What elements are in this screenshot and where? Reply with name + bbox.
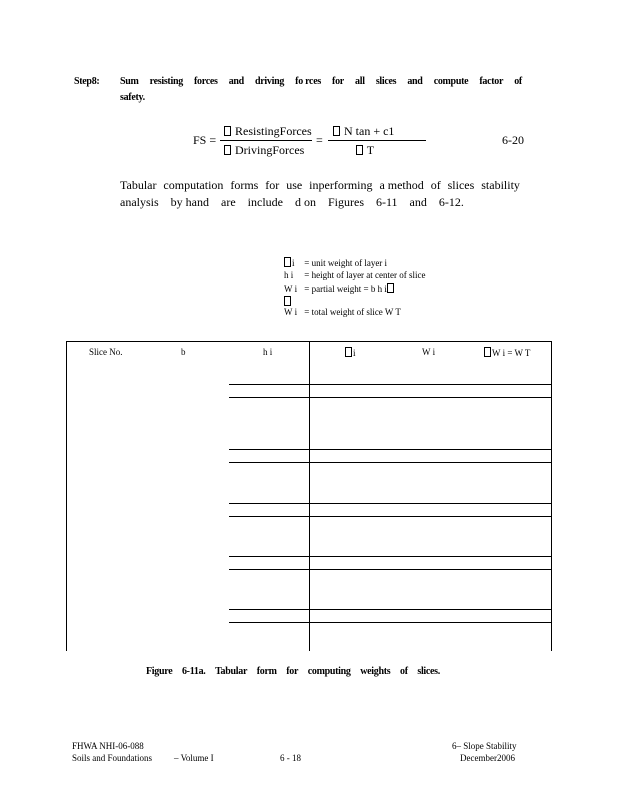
gamma-symbol-icon: [345, 347, 352, 357]
legend-symbol: [284, 257, 300, 268]
para-word: inperforming: [309, 178, 373, 192]
step-text-line2: safety.: [120, 92, 145, 103]
caption-word: 6-11a.: [181, 666, 206, 677]
table-row-line: [229, 622, 551, 623]
sum-symbol-icon: [224, 126, 231, 136]
caption-word: Figure: [146, 666, 173, 677]
step-word: slices: [375, 76, 397, 87]
slice-weight-table: [66, 341, 552, 651]
para-word: Figures: [327, 195, 364, 209]
legend-definition: = height of layer at center of slice: [304, 270, 426, 280]
equation-numerator-1-text: ResistingForces: [235, 124, 312, 138]
legend-definition: = partial weight = b h i: [304, 284, 387, 294]
para-word: slices: [447, 178, 475, 192]
table-row-line: [229, 569, 551, 570]
para-word: of: [430, 178, 441, 192]
caption-word: form: [256, 666, 277, 677]
para-word: and: [409, 195, 427, 209]
para-word: for: [265, 178, 280, 192]
legend-definition: = unit weight of layer i: [304, 258, 388, 268]
legend-row: [284, 257, 387, 268]
table-header-gamma-text: i: [353, 348, 356, 358]
equation-denominator-2: [356, 143, 374, 158]
legend-row: [284, 270, 426, 280]
footer-date: December2006: [460, 753, 515, 763]
table-row-line: [229, 503, 551, 504]
table-header-gamma: [345, 347, 356, 358]
legend-symbol-text: W i: [284, 307, 298, 317]
para-word: are: [221, 195, 236, 209]
paragraph-line1: [120, 178, 520, 193]
equation-denominator-1: [224, 143, 304, 158]
footer-publication-id: FHWA NHI-06-088: [72, 741, 144, 751]
equation-number: 6-20: [502, 133, 524, 147]
para-word: stability: [481, 178, 520, 192]
step-label: Step8:: [74, 76, 100, 87]
equation-numerator-1: [224, 124, 312, 139]
table-row-line: [229, 397, 551, 398]
step-word: driving: [255, 76, 285, 87]
table-header-slice-no: Slice No.: [89, 347, 123, 357]
equation-equals: =: [316, 133, 323, 147]
sum-symbol-icon: [484, 347, 491, 357]
legend-symbol: [284, 296, 300, 317]
table-row-line: [229, 384, 551, 385]
step-word: forces: [194, 76, 218, 87]
para-word: forms: [230, 178, 259, 192]
table-row-line: [229, 462, 551, 463]
equation-numerator-2-text: N tan + c1: [344, 124, 395, 138]
para-word: analysis: [120, 195, 159, 209]
equation-numerator-2: [333, 124, 394, 139]
caption-word: for: [286, 666, 299, 677]
step-word: factor: [479, 76, 504, 87]
para-word: by hand: [170, 195, 209, 209]
para-word: 6-11: [375, 195, 398, 209]
paragraph-line2: [120, 195, 520, 210]
table-header-w: W i: [422, 347, 436, 357]
legend-definition: = total weight of slice W T: [304, 307, 401, 317]
fraction-bar-2: [328, 140, 426, 141]
para-word: 6-12.: [438, 195, 464, 209]
table-header-h: h i: [263, 347, 273, 357]
figure-caption: [146, 666, 440, 677]
legend-symbol: W i: [284, 284, 298, 294]
para-word: use: [286, 178, 303, 192]
step-word: of: [514, 76, 522, 87]
caption-word: of: [400, 666, 408, 677]
step-word: fo rces: [295, 76, 321, 87]
column-divider: [309, 342, 310, 651]
step-text-line1: [120, 76, 522, 87]
equation-denominator-1-text: DrivingForces: [235, 143, 305, 157]
equation-denominator-2-text: T: [366, 143, 375, 157]
fraction-bar-1: [220, 140, 312, 141]
footer-page-number: 6 - 18: [280, 753, 301, 763]
table-header-sum-w: [484, 347, 530, 358]
caption-word: computing: [307, 666, 351, 677]
sum-symbol-icon: [333, 126, 340, 136]
step-word: and: [228, 76, 244, 87]
step-word: and: [407, 76, 423, 87]
para-word: a method: [379, 178, 424, 192]
table-header-sum-w-text: W i = W T: [492, 348, 531, 358]
footer-manual-title: Soils and Foundations: [72, 753, 153, 763]
legend-symbol: h i: [284, 270, 294, 280]
footer-chapter: 6– Slope Stability: [452, 741, 517, 751]
para-word: d on: [294, 195, 316, 209]
equation-lhs: FS =: [193, 133, 217, 147]
para-word: computation: [163, 178, 224, 192]
gamma-symbol-icon: [284, 257, 291, 267]
legend-row: [284, 283, 395, 294]
para-word: Tabular: [120, 178, 157, 192]
gamma-symbol-icon: [387, 283, 394, 293]
sum-symbol-icon: [284, 296, 291, 306]
table-row-line: [229, 556, 551, 557]
step-word: resisting: [149, 76, 183, 87]
step-word: Sum: [120, 76, 139, 87]
step-word: compute: [433, 76, 469, 87]
para-word: include: [247, 195, 283, 209]
table-row-line: [229, 449, 551, 450]
caption-word: Tabular: [215, 666, 248, 677]
caption-word: slices.: [417, 666, 440, 677]
legend-row: [284, 296, 401, 317]
table-row-line: [229, 609, 551, 610]
sum-symbol-icon: [224, 145, 231, 155]
step-word: for: [332, 76, 344, 87]
footer-volume: – Volume I: [174, 753, 214, 763]
step-word: all: [355, 76, 365, 87]
table-row-line: [229, 516, 551, 517]
table-header-b: b: [181, 347, 186, 357]
caption-word: weights: [360, 666, 391, 677]
legend-symbol-text: i: [292, 258, 295, 268]
sum-symbol-icon: [356, 145, 363, 155]
